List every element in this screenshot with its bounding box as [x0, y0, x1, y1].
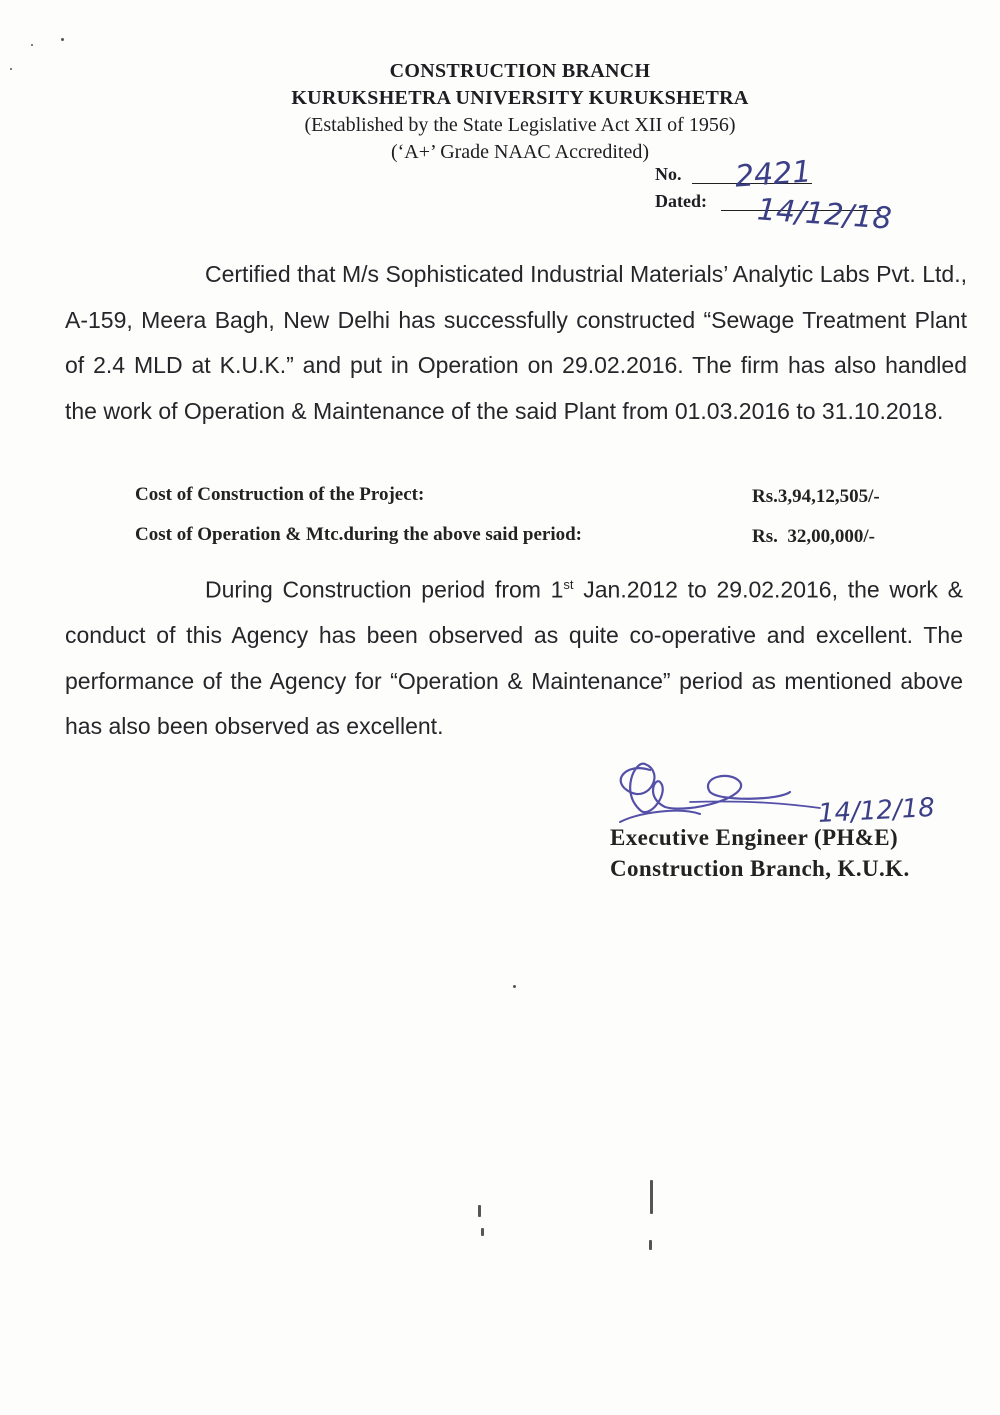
branch-name: CONSTRUCTION BRANCH	[389, 60, 651, 82]
construction-cost-label: Cost of Construction of the Project:	[135, 484, 425, 505]
cost-row	[135, 524, 925, 564]
dated-label: Dated:	[655, 191, 707, 211]
scan-speck	[478, 1205, 481, 1217]
operation-cost-value: Rs. 32,00,000/-	[752, 526, 875, 547]
scan-speck	[10, 68, 12, 70]
performance-paragraph	[65, 562, 963, 750]
handwritten-reference-number: 2421	[733, 154, 813, 195]
scan-speck	[513, 985, 516, 988]
scan-speck	[650, 1180, 653, 1214]
performance-text-start: During Construction period from 1	[205, 576, 564, 603]
ordinal-superscript: st	[563, 577, 574, 592]
scan-speck	[31, 44, 33, 46]
reference-number-label: No.	[655, 164, 682, 184]
university-name: KURUKSHETRA UNIVERSITY KURUKSHETRA	[291, 87, 749, 109]
cost-row	[135, 484, 925, 524]
scan-speck	[61, 38, 64, 41]
signature-date: 14/12/18	[817, 792, 936, 830]
signatory-block	[610, 822, 910, 884]
operation-cost-label: Cost of Operation & Mtc.during the above said period:	[135, 524, 583, 545]
accreditation-note: (‘A+’ Grade NAAC Accredited)	[390, 141, 650, 163]
cost-table	[135, 484, 925, 564]
signatory-title: Executive Engineer (PH&E)	[610, 825, 899, 850]
signatory-office: Construction Branch, K.U.K.	[610, 856, 910, 881]
handwritten-date: 14/12/18	[755, 192, 893, 237]
scan-speck	[649, 1240, 652, 1250]
letterhead	[220, 58, 820, 166]
certificate-paragraph	[65, 252, 967, 434]
certificate-text: Certified that M/s Sophisticated Industrial Materials’ Analytic Labs Pvt. Ltd., A-159, Meera Bagh, New Delhi has successfully constructed “Sewage Treatment Plant of 2.4 MLD at K.U.K.” and put in Operation on 29.02.2016. The firm has also handled the work of Operation & Maintenance of the said Plant from 01.03.2016 to 31.10.2018.	[65, 261, 967, 424]
performance-text-rest: Jan.2012 to 29.02.2016, the work & conduct of this Agency has been observed as quite co-operative and excellent. The performance of the Agency for “Operation & Maintenance” period as mentioned above has also been observed as excellent.	[65, 576, 963, 740]
establishment-note: (Established by the State Legislative Act XII of 1956)	[304, 114, 736, 136]
scan-speck	[481, 1228, 484, 1236]
construction-cost-value: Rs.3,94,12,505/-	[752, 486, 880, 507]
performance-text	[65, 562, 963, 750]
